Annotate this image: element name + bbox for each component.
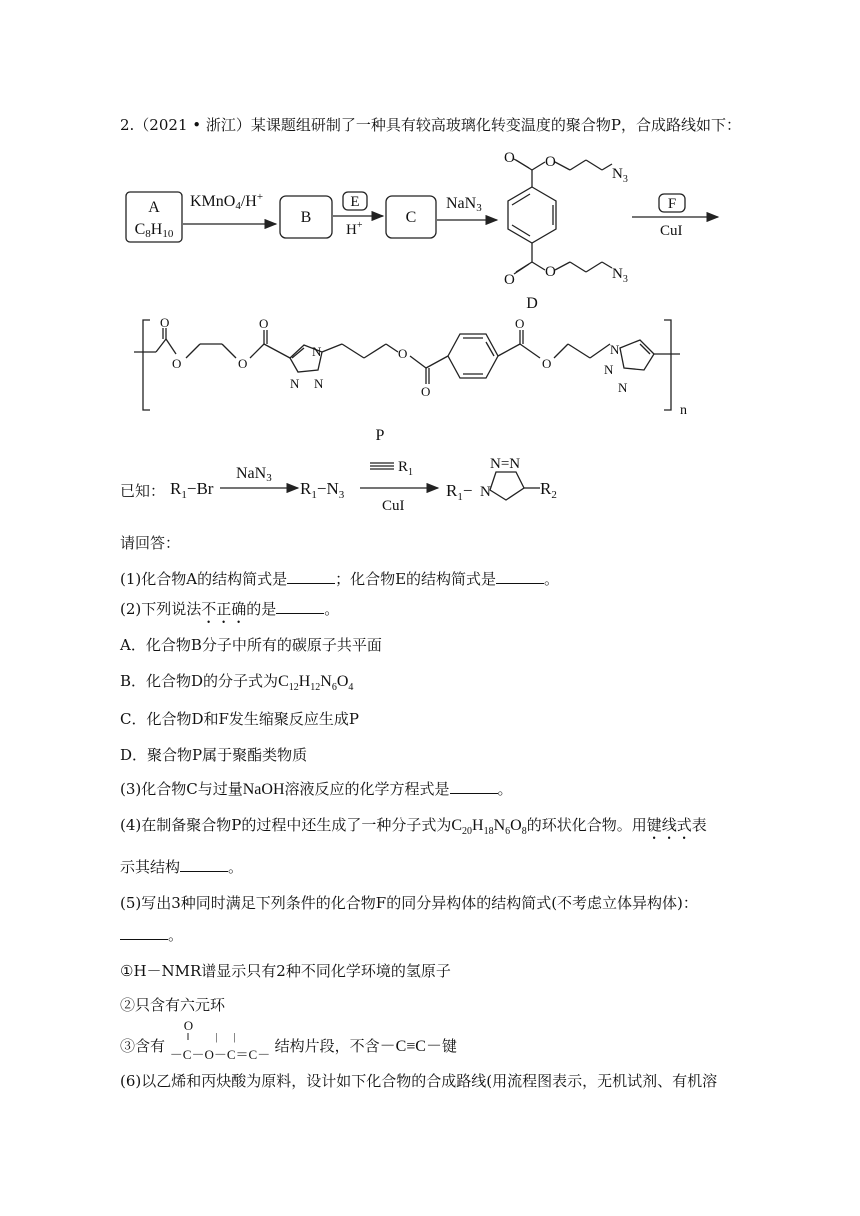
svg-text:N: N xyxy=(480,484,491,500)
svg-text:O: O xyxy=(515,316,525,331)
compound-b-label: B xyxy=(300,209,312,226)
svg-text:R1: $R_1$ xyxy=(398,459,414,478)
svg-text:O: O xyxy=(545,154,556,170)
svg-text:N: N xyxy=(610,342,620,357)
option-c[interactable]: C．化合物D和F发生缩聚反应生成P xyxy=(120,710,360,728)
formula-cyclic: $C_{20}H_{18}N_6O_8$ xyxy=(451,817,527,838)
svg-text:O: O xyxy=(504,150,515,166)
svg-text:O: O xyxy=(172,356,182,371)
condition-1: ①H－NMR谱显示只有2种不同化学环境的氢原子 xyxy=(120,962,451,980)
svg-text:R2: $R_2$ xyxy=(540,479,557,501)
svg-text:N: N xyxy=(604,362,614,377)
answer-prompt: 请回答： xyxy=(120,534,181,552)
svg-text:N: N xyxy=(290,376,300,391)
svg-text:O: O xyxy=(238,356,248,371)
svg-text:N=N: N=N xyxy=(490,456,521,472)
synthesis-scheme xyxy=(0,0,860,450)
svg-text:O: O xyxy=(259,316,269,331)
question-1: (1)化合物A的结构简式是 ；化合物E的结构简式是 。 xyxy=(120,570,560,588)
svg-text:NaN3: NaN3 xyxy=(236,465,272,484)
svg-text:O: O xyxy=(542,356,552,371)
reagent-e-label: E xyxy=(350,194,360,210)
svg-text:N: N xyxy=(312,344,322,359)
emphasis-not-correct: 不正确 xyxy=(201,600,247,618)
blank-2[interactable] xyxy=(276,601,324,614)
known-prefix: 已知： xyxy=(120,482,166,500)
compound-d-structure xyxy=(504,150,628,288)
reagent-kmno4: KMnO4/H+ xyxy=(190,191,264,212)
compound-c-label: C xyxy=(405,209,417,226)
option-a[interactable]: A．化合物B分子中所有的碳原子共平面 xyxy=(120,636,382,654)
svg-text:O: O xyxy=(421,384,431,399)
blank-4[interactable] xyxy=(180,859,228,872)
svg-text:N3: $N_3$ xyxy=(612,166,628,185)
svg-text:O: O xyxy=(160,315,170,330)
question-2: (2)下列说法不正确的是 。 xyxy=(120,600,340,618)
svg-text:O: O xyxy=(398,346,408,361)
svg-text:O: O xyxy=(504,272,515,288)
emphasis-skeletal: 键线式 xyxy=(646,816,692,834)
question-3: (3)化合物C与过量NaOH溶液反应的化学方程式是 。 xyxy=(120,780,513,798)
reagent-h-plus: H+ xyxy=(346,220,363,238)
question-4: (4)在制备聚合物P的过程中还生成了一种分子式为$C_{20}H_{18}N_6O_8$的环状化合物。用键线式表 xyxy=(120,816,707,838)
structure-fragment: O ‖ | | －C－O－C＝C－ xyxy=(169,1018,271,1062)
compound-d-label: D xyxy=(526,295,538,312)
compound-a-formula: C8H10 xyxy=(134,221,174,240)
condition-3: ③含有 O ‖ | | －C－O－C＝C－ 结构片段，不含－C≡C－键 xyxy=(120,1018,457,1062)
option-d[interactable]: D．聚合物P属于聚酯类物质 xyxy=(120,746,308,764)
question-6: (6)以乙烯和丙炔酸为原料，设计如下化合物的合成路线(用流程图表示，无机试剂、有机溶 xyxy=(120,1072,718,1090)
question-5: (5)写出3种同时满足下列条件的化合物F的同分异构体的结构简式(不考虑立体异构体)： xyxy=(120,894,698,912)
formula-d: $C_{12}H_{12}N_6O_4$ xyxy=(278,673,354,694)
svg-text:CuI: CuI xyxy=(382,498,405,514)
svg-text:N: N xyxy=(618,380,628,395)
blank-1b[interactable] xyxy=(496,571,544,584)
question-4-cont: 示其结构 。 xyxy=(120,858,244,876)
condition-2: ②只含有六元环 xyxy=(120,996,226,1014)
question-5-answer: 。 xyxy=(120,924,183,945)
reagent-nan3: NaN3 xyxy=(446,195,482,214)
compound-a-label: A xyxy=(148,199,160,216)
blank-1a[interactable] xyxy=(287,571,335,584)
polymer-p-label: P xyxy=(375,427,385,444)
svg-text:n: n xyxy=(680,403,687,418)
reagent-f-label: F xyxy=(667,196,677,212)
polymer-p-structure xyxy=(134,315,687,418)
svg-text:R1−: $R_1-$ xyxy=(446,481,473,503)
reagent-cui: CuI xyxy=(660,223,683,239)
blank-5[interactable] xyxy=(120,927,168,940)
svg-text:N: N xyxy=(314,376,324,391)
svg-text:R1−Br: $R_1-Br$ xyxy=(170,479,214,501)
blank-3[interactable] xyxy=(450,781,498,794)
svg-text:R1−N3: $R_1-N_3$ xyxy=(300,479,345,501)
option-b[interactable]: B．化合物D的分子式为$C_{12}H_{12}N_6O_4$ xyxy=(120,672,354,694)
known-reaction xyxy=(120,456,600,522)
question-intro: 2.（2021 • 浙江）某课题组研制了一种具有较高玻璃化转变温度的聚合物P，合成路线如下： xyxy=(120,116,741,134)
svg-text:N3: $N_3$ xyxy=(612,266,628,285)
svg-text:O: O xyxy=(545,264,556,280)
